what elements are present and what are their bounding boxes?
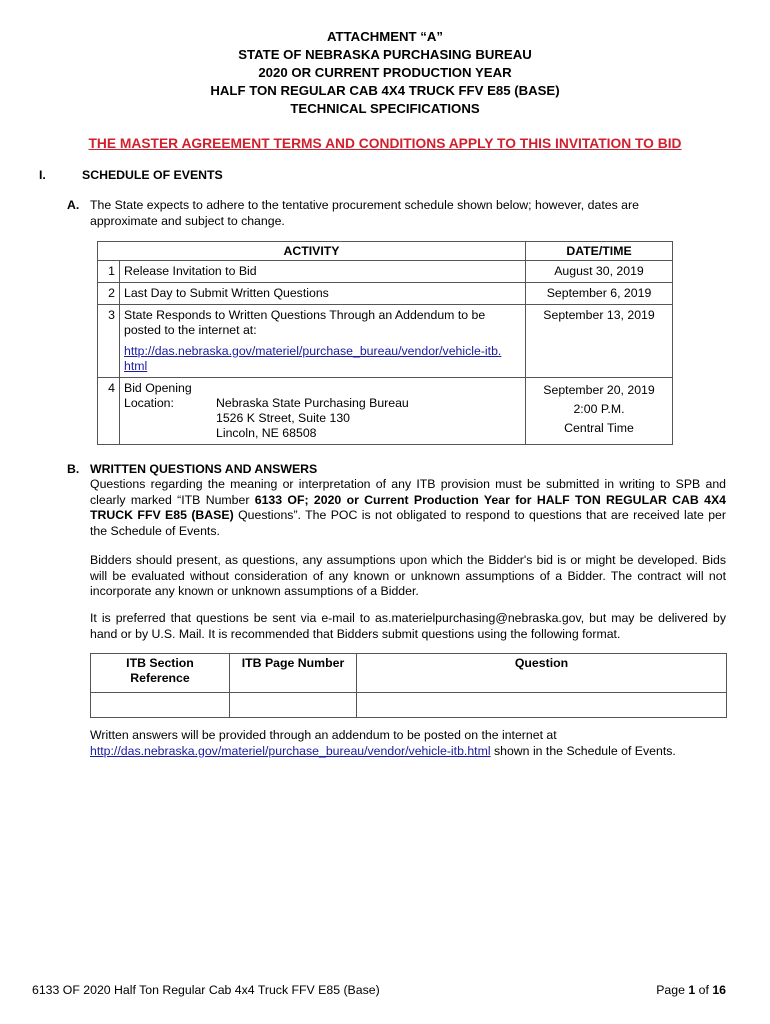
title-line: 2020 OR CURRENT PRODUCTION YEAR bbox=[258, 65, 512, 80]
itb-section-header: ITB Section Reference bbox=[91, 654, 230, 693]
date-cell: September 6, 2019 bbox=[526, 283, 673, 305]
schedule-table bbox=[97, 241, 673, 445]
row-number: 4 bbox=[98, 378, 120, 445]
table-row bbox=[98, 305, 673, 378]
subsection-a-letter: A. bbox=[67, 198, 80, 212]
page-total: 16 bbox=[712, 983, 726, 997]
answers-text-end: shown in the Schedule of Events. bbox=[490, 743, 676, 758]
empty-cell bbox=[230, 693, 357, 718]
date-cell: September 13, 2019 bbox=[526, 305, 673, 378]
address-line: Nebraska State Purchasing Bureau bbox=[216, 396, 409, 410]
answers-paragraph bbox=[90, 728, 726, 759]
question-header: Question bbox=[357, 654, 727, 693]
row-number: 3 bbox=[98, 305, 120, 378]
section-number: I. bbox=[39, 168, 46, 182]
answers-link[interactable]: http://das.nebraska.gov/materiel/purchase_bureau/vendor/vehicle-itb.html bbox=[90, 743, 491, 758]
answers-text: Written answers will be provided through an addendum to be posted on the internet at bbox=[90, 728, 557, 742]
table-row bbox=[91, 693, 727, 718]
title-line: TECHNICAL SPECIFICATIONS bbox=[290, 101, 480, 116]
subsection-a-text: The State expects to adhere to the tentative procurement schedule shown below; however, dates are approximate and subject to change. bbox=[90, 198, 639, 228]
schedule-header-row bbox=[98, 242, 673, 261]
activity-cell bbox=[120, 378, 526, 445]
question-format-table bbox=[90, 653, 727, 718]
email-paragraph: It is preferred that questions be sent via e-mail to as.materielpurchasing@nebraska.gov, but may be delivered by hand or by U.S. Mail. It is recommended that Bidders submit questions using the following format. bbox=[90, 611, 726, 641]
addendum-link[interactable]: http://das.nebraska.gov/materiel/purchase_bureau/vendor/vehicle-itb.html bbox=[124, 344, 502, 373]
row-number: 1 bbox=[98, 261, 120, 283]
bid-timezone: Central Time bbox=[564, 421, 634, 435]
activity-cell: Release Invitation to Bid bbox=[120, 261, 526, 283]
address-line: 1526 K Street, Suite 130 bbox=[216, 411, 350, 425]
page-current: 1 bbox=[688, 983, 696, 997]
footer-page-number bbox=[656, 983, 726, 997]
questions-text-end: Questions”. The POC is not obligated to respond to questions that are received late per the Schedule of Events. bbox=[90, 508, 726, 538]
table-row bbox=[98, 283, 673, 305]
address-line: Lincoln, NE 68508 bbox=[216, 426, 317, 440]
master-agreement-notice: THE MASTER AGREEMENT TERMS AND CONDITIONS APPLY TO THIS INVITATION TO BID bbox=[88, 136, 682, 151]
location-label: Location: bbox=[124, 396, 174, 410]
activity-cell bbox=[120, 305, 526, 378]
table-row bbox=[98, 378, 673, 445]
document-title bbox=[0, 28, 770, 118]
date-cell bbox=[526, 378, 673, 445]
table-row bbox=[98, 261, 673, 283]
empty-cell bbox=[91, 693, 230, 718]
date-header: DATE/TIME bbox=[526, 242, 673, 261]
subsection-b-title: WRITTEN QUESTIONS AND ANSWERS bbox=[90, 462, 318, 476]
page-word: Page bbox=[656, 983, 689, 997]
bid-location bbox=[124, 396, 521, 441]
table-header-row bbox=[91, 654, 727, 693]
footer-document-name: 6133 OF 2020 Half Ton Regular Cab 4x4 Truck FFV E85 (Base) bbox=[32, 983, 380, 997]
itb-number-text: 6133 OF; 2020 or Current Production Year for HALF TON REGULAR CAB 4X4 TRUCK FFV E85 (BASE) bbox=[90, 492, 726, 522]
questions-text: Questions regarding the meaning or interpretation of any ITB provision must be submitted in writing to SPB and clearly marked “ITB Number bbox=[90, 477, 726, 507]
activity-text: State Responds to Written Questions Through an Addendum to be posted to the internet at: bbox=[124, 308, 486, 337]
empty-cell bbox=[357, 693, 727, 718]
title-line: STATE OF NEBRASKA PURCHASING BUREAU bbox=[238, 47, 532, 62]
bid-time: 2:00 P.M. bbox=[573, 402, 625, 416]
activity-cell: Last Day to Submit Written Questions bbox=[120, 283, 526, 305]
answers-link-line bbox=[90, 744, 726, 760]
date-cell: August 30, 2019 bbox=[526, 261, 673, 283]
activity-header: ACTIVITY bbox=[98, 242, 526, 261]
activity-text: Bid Opening bbox=[124, 381, 192, 395]
row-number: 2 bbox=[98, 283, 120, 305]
title-line: ATTACHMENT “A” bbox=[327, 29, 443, 44]
itb-page-header: ITB Page Number bbox=[230, 654, 357, 693]
of-word: of bbox=[695, 983, 713, 997]
assumptions-paragraph: Bidders should present, as questions, any assumptions upon which the Bidder's bid is or might be developed. Bids will be evaluated without consideration of any known or unknown assumptions of a Bidder. The contract will not incorporate any known or unknown assumptions of a Bidder. bbox=[90, 553, 726, 598]
subsection-b-letter: B. bbox=[67, 462, 80, 476]
questions-paragraph bbox=[90, 477, 726, 539]
section-title: SCHEDULE OF EVENTS bbox=[82, 168, 223, 182]
title-line: HALF TON REGULAR CAB 4X4 TRUCK FFV E85 (BASE) bbox=[210, 83, 560, 98]
bid-date: September 20, 2019 bbox=[543, 383, 655, 397]
location-address bbox=[216, 396, 409, 441]
